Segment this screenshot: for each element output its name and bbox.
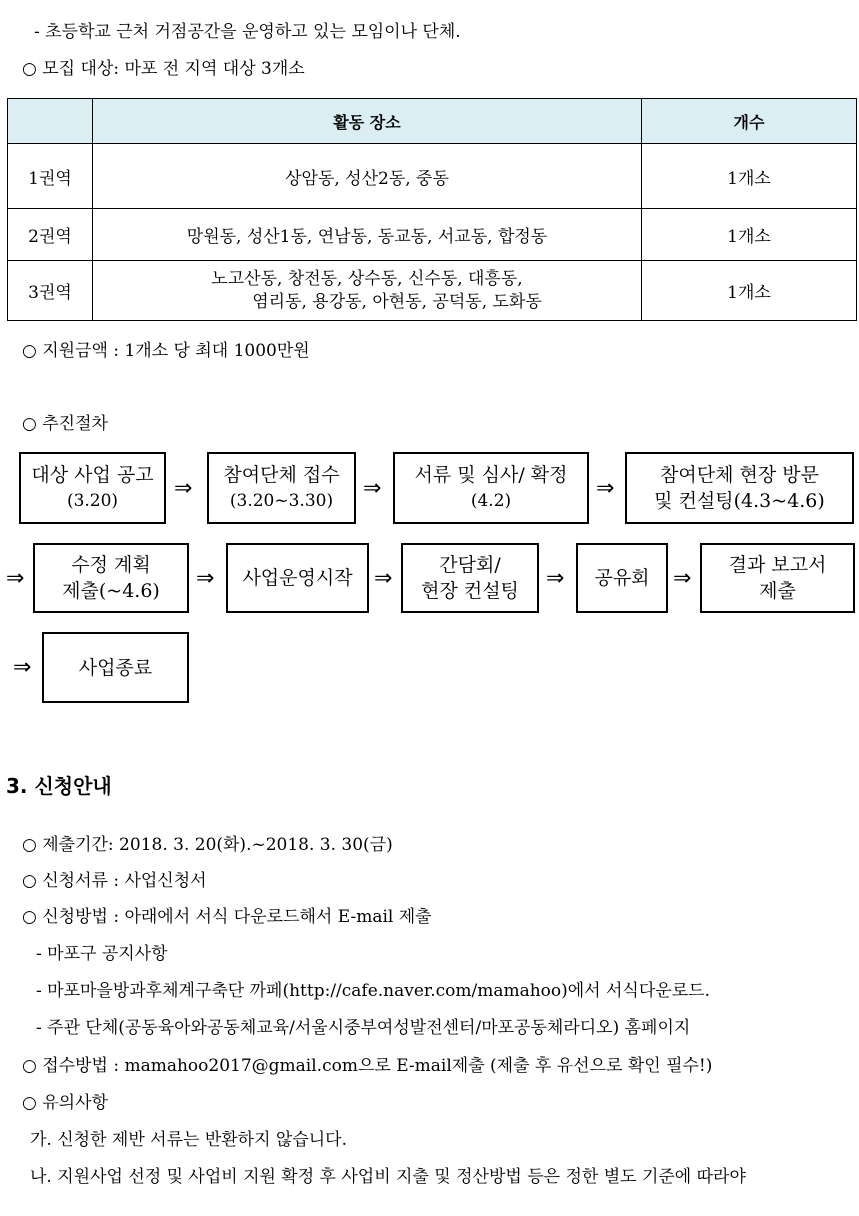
note-ga: 가. 신청한 제반 서류는 반환하지 않습니다.	[30, 1130, 348, 1150]
flow-step-4-date: 및 컨설팅(4.3~4.6)	[654, 490, 825, 512]
count-cell: 1개소	[642, 261, 857, 321]
table-row	[8, 209, 857, 261]
arrow-icon: ⇒	[374, 566, 393, 591]
places-line2: 염리동, 용강동, 아현동, 공덕동, 도화동	[252, 291, 542, 312]
flow-step-5-date: 제출(~4.6)	[62, 580, 160, 602]
recruit-target: ○ 모집 대상: 마포 전 지역 대상 3개소	[22, 59, 305, 79]
section-3-title: 3. 신청안내	[6, 774, 112, 798]
flow-step-3-date: (4.2)	[470, 491, 512, 511]
method-sub-2: - 마포마을방과후체계구축단 까페(http://cafe.naver.com/mamahoo)에서 서식다운로드.	[36, 981, 710, 1001]
flow-step-10-title: 사업종료	[78, 656, 153, 679]
flow-step-9-title: 결과 보고서	[728, 554, 827, 576]
flow-step-10	[42, 632, 189, 703]
flow-step-2	[207, 452, 356, 524]
arrow-icon: ⇒	[13, 655, 32, 680]
count-cell: 1개소	[642, 209, 857, 261]
flow-step-6	[226, 543, 369, 613]
flow-step-2-date: (3.20~3.30)	[229, 491, 334, 511]
flow-step-7-subtitle: 현장 컨설팅	[421, 580, 519, 602]
arrow-icon: ⇒	[596, 476, 615, 501]
area-cell: 2권역	[8, 209, 93, 261]
flow-step-8	[576, 543, 668, 613]
table-header-row	[8, 99, 857, 144]
flow-step-5-title: 수정 계획	[71, 554, 151, 576]
places-cell: 상암동, 성산2동, 중동	[93, 144, 642, 209]
flow-step-8-title: 공유회	[594, 567, 650, 589]
table-row	[8, 261, 857, 321]
application-method: ○ 신청방법 : 아래에서 서식 다운로드해서 E-mail 제출	[22, 907, 432, 927]
flow-step-9-subtitle: 제출	[759, 580, 796, 602]
places-line1: 노고산동, 창전동, 상수동, 신수동, 대흥동,	[211, 268, 523, 289]
arrow-icon: ⇒	[363, 476, 382, 501]
note-na: 나. 지원사업 선정 및 사업비 지원 확정 후 사업비 지출 및 정산방법 등은 정한 별도 기준에 따라야	[30, 1167, 746, 1187]
flow-step-5	[33, 543, 189, 613]
area-cell: 1권역	[8, 144, 93, 209]
arrow-icon: ⇒	[174, 476, 193, 501]
arrow-icon: ⇒	[546, 566, 565, 591]
flow-step-9	[700, 543, 855, 613]
submission-period: ○ 제출기간: 2018. 3. 20(화).~2018. 3. 30(금)	[22, 835, 393, 855]
flow-step-4	[625, 452, 854, 524]
flow-step-3-title: 서류 및 심사/ 확정	[414, 464, 568, 486]
flow-step-7	[401, 543, 539, 613]
arrow-icon: ⇒	[6, 566, 25, 591]
method-sub-3: - 주관 단체(공동육아와공동체교육/서울시중부여성발전센터/마포공동체라디오) 홈페이지	[36, 1018, 691, 1038]
receipt-method: ○ 접수방법 : mamahoo2017@gmail.com으로 E-mail제출 (제출 후 유선으로 확인 필수!)	[22, 1056, 713, 1076]
arrow-icon: ⇒	[196, 566, 215, 591]
count-cell: 1개소	[642, 144, 857, 209]
flow-step-1-title: 대상 사업 공고	[31, 464, 154, 486]
flow-step-3	[393, 452, 589, 524]
table-header-count: 개수	[642, 99, 857, 144]
table-header-places: 활동 장소	[93, 99, 642, 144]
table-header-blank	[8, 99, 93, 144]
method-sub-1: - 마포구 공지사항	[36, 944, 168, 964]
required-documents: ○ 신청서류 : 사업신청서	[22, 871, 207, 891]
notes-heading: ○ 유의사항	[22, 1093, 108, 1113]
flow-step-2-title: 참여단체 접수	[223, 464, 340, 486]
flow-step-4-title: 참여단체 현장 방문	[660, 464, 819, 486]
flow-step-7-title: 간담회/	[439, 554, 501, 576]
flow-step-1	[19, 452, 166, 524]
table-row	[8, 144, 857, 209]
area-table	[7, 98, 857, 321]
places-cell: 망원동, 성산1동, 연남동, 동교동, 서교동, 합정동	[93, 209, 642, 261]
arrow-icon: ⇒	[673, 566, 692, 591]
intro-bullet: - 초등학교 근처 거점공간을 운영하고 있는 모임이나 단체.	[34, 22, 461, 42]
places-cell	[93, 261, 642, 321]
flow-step-6-title: 사업운영시작	[242, 567, 353, 589]
procedure-heading: ○ 추진절차	[22, 414, 108, 434]
flow-step-1-date: (3.20)	[66, 491, 119, 511]
area-cell: 3권역	[8, 261, 93, 321]
funding-amount: ○ 지원금액 : 1개소 당 최대 1000만원	[22, 341, 310, 361]
